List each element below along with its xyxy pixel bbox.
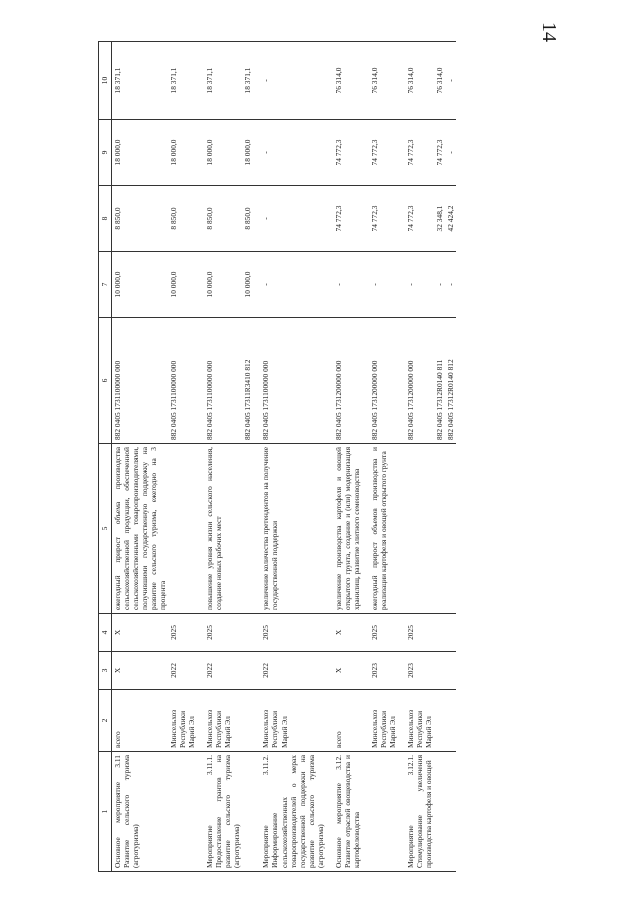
value-col-10: - — [260, 42, 332, 120]
start-year: 2022 — [204, 652, 242, 690]
start-year — [242, 652, 260, 690]
program-table — [98, 41, 456, 872]
event-name — [369, 752, 405, 872]
expected-result — [405, 444, 434, 614]
col-header-8: 8 — [99, 186, 112, 252]
table-row — [445, 42, 456, 872]
start-year — [434, 652, 445, 690]
budget-code: 882 0405 1731200000 000 — [333, 318, 369, 444]
value-col-8: 74 772,3 — [369, 186, 405, 252]
table-row — [168, 42, 204, 872]
end-year: 2025 — [369, 614, 405, 652]
event-name — [242, 752, 260, 872]
value-col-8: 42 424,2 — [445, 186, 456, 252]
value-col-9: 74 772,3 — [434, 120, 445, 186]
col-header-4: 4 — [99, 614, 112, 652]
col-header-2: 2 — [99, 690, 112, 752]
value-col-7: 10 000,0 — [204, 252, 242, 318]
end-year — [445, 614, 456, 652]
budget-code: 882 0405 1731200000 000 — [369, 318, 405, 444]
start-year: 2023 — [405, 652, 434, 690]
value-col-7: 10 000,0 — [242, 252, 260, 318]
expected-result — [168, 444, 204, 614]
table-row — [112, 42, 169, 872]
end-year — [242, 614, 260, 652]
start-year — [445, 652, 456, 690]
value-col-8: 8 850,0 — [242, 186, 260, 252]
end-year: X — [112, 614, 169, 652]
expected-result — [445, 444, 456, 614]
value-col-10: 76 314,0 — [333, 42, 369, 120]
value-col-7: 10 000,0 — [112, 252, 169, 318]
budget-code: 882 0405 1731100000 000 — [168, 318, 204, 444]
table-header-row — [99, 42, 112, 872]
col-header-6: 6 — [99, 318, 112, 444]
budget-code: 882 0405 1731100000 000 — [204, 318, 242, 444]
event-name: Основное мероприятие 3.11 Развитие сельского туризма (агротуризма) — [112, 752, 169, 872]
value-col-7: - — [260, 252, 332, 318]
value-col-8: 74 772,3 — [333, 186, 369, 252]
start-year: X — [333, 652, 369, 690]
executor — [434, 690, 445, 752]
table-row — [405, 42, 434, 872]
start-year: 2022 — [168, 652, 204, 690]
start-year: X — [112, 652, 169, 690]
value-col-7: 10 000,0 — [168, 252, 204, 318]
value-col-9: 18 000,0 — [168, 120, 204, 186]
expected-result: ежегодный прирост объемов производства и реализации картофеля и овощей открытого грунта — [369, 444, 405, 614]
col-header-3: 3 — [99, 652, 112, 690]
expected-result: увеличение количества претендентов на получение государственной поддержки — [260, 444, 332, 614]
expected-result: ежегодный прирост объема производства сельскохозяйственной продукции, обеспеченной сельскохозяйственными товаропроизводителями, получившими государственную поддержку на развитие сельского туризма, ежегодно на 3 процента — [112, 444, 169, 614]
budget-code: 882 0405 1731100000 000 — [112, 318, 169, 444]
table-row — [434, 42, 445, 872]
start-year: 2023 — [369, 652, 405, 690]
executor: всего — [112, 690, 169, 752]
value-col-7: - — [369, 252, 405, 318]
executor: всего — [333, 690, 369, 752]
end-year: 2025 — [168, 614, 204, 652]
value-col-10: 76 314,0 — [369, 42, 405, 120]
budget-code: 882 0405 1731200000 000 — [405, 318, 434, 444]
event-name: Мероприятие 3.11.2. Информирование сельскохозяйственных товаропроизводителей о мерах государственной поддержки на развитие сельского туризма (агротуризма) — [260, 752, 332, 872]
value-col-10: 76 314,0 — [405, 42, 434, 120]
col-header-1: 1 — [99, 752, 112, 872]
value-col-8: 8 850,0 — [168, 186, 204, 252]
value-col-9: 74 772,3 — [333, 120, 369, 186]
event-name — [434, 752, 445, 872]
expected-result: увеличение производства картофеля и овощей открытого грунта, создание и (или) модернизация хранилищ, развитие элитного семеноводства — [333, 444, 369, 614]
value-col-8: 32 348,1 — [434, 186, 445, 252]
executor: Минсельхоз Республики Марий Эл — [204, 690, 242, 752]
value-col-10: 18 371,1 — [204, 42, 242, 120]
executor — [445, 690, 456, 752]
value-col-10: 18 371,1 — [112, 42, 169, 120]
value-col-9: 74 772,3 — [369, 120, 405, 186]
value-col-9: 18 000,0 — [204, 120, 242, 186]
value-col-9: 74 772,3 — [405, 120, 434, 186]
table-row — [369, 42, 405, 872]
end-year: 2025 — [260, 614, 332, 652]
budget-code: 882 0405 17312R0140 812 — [445, 318, 456, 444]
executor: Минсельхоз Республики Марий Эл — [369, 690, 405, 752]
event-name: Мероприятие 3.11.1. Предоставление грантов на развитие сельского туризма (агротуризма) — [204, 752, 242, 872]
event-name — [168, 752, 204, 872]
value-col-10: 18 371,1 — [168, 42, 204, 120]
col-header-5: 5 — [99, 444, 112, 614]
value-col-7: - — [434, 252, 445, 318]
page-number: 14 — [538, 22, 560, 42]
expected-result: повышение уровня жизни сельского населения, создание новых рабочих мест — [204, 444, 242, 614]
value-col-8: 8 850,0 — [112, 186, 169, 252]
value-col-9: 18 000,0 — [112, 120, 169, 186]
value-col-10: 76 314,0 — [434, 42, 445, 120]
col-header-9: 9 — [99, 120, 112, 186]
start-year: 2022 — [260, 652, 332, 690]
col-header-7: 7 — [99, 252, 112, 318]
table-row — [260, 42, 332, 872]
budget-code: 882 0405 17311R3410 812 — [242, 318, 260, 444]
expected-result — [242, 444, 260, 614]
value-col-8: - — [260, 186, 332, 252]
executor: Минсельхоз Республики Марий Эл — [168, 690, 204, 752]
value-col-8: 74 772,3 — [405, 186, 434, 252]
end-year: X — [333, 614, 369, 652]
end-year: 2025 — [405, 614, 434, 652]
rotated-page — [98, 42, 628, 872]
value-col-9: - — [445, 120, 456, 186]
col-header-10: 10 — [99, 42, 112, 120]
budget-code: 882 0405 1731100000 000 — [260, 318, 332, 444]
value-col-8: 8 850,0 — [204, 186, 242, 252]
end-year: 2025 — [204, 614, 242, 652]
value-col-7: - — [333, 252, 369, 318]
table-row — [333, 42, 369, 872]
event-name: Мероприятие 3.12.1. Стимулирование увеличения производства картофеля и овощей — [405, 752, 434, 872]
value-col-9: 18 000,0 — [242, 120, 260, 186]
value-col-10: - — [445, 42, 456, 120]
end-year — [434, 614, 445, 652]
value-col-7: - — [445, 252, 456, 318]
table-row — [204, 42, 242, 872]
expected-result — [434, 444, 445, 614]
value-col-7: - — [405, 252, 434, 318]
value-col-10: 18 371,1 — [242, 42, 260, 120]
executor: Минсельхоз Республики Марий Эл — [260, 690, 332, 752]
event-name: Основное мероприятие 3.12. Развитие отраслей овощеводства и картофелеводства — [333, 752, 369, 872]
executor: Минсельхоз Республики Марий Эл — [405, 690, 434, 752]
event-name — [445, 752, 456, 872]
executor — [242, 690, 260, 752]
budget-code: 882 0405 17312R0140 811 — [434, 318, 445, 444]
table-row — [242, 42, 260, 872]
value-col-9: - — [260, 120, 332, 186]
